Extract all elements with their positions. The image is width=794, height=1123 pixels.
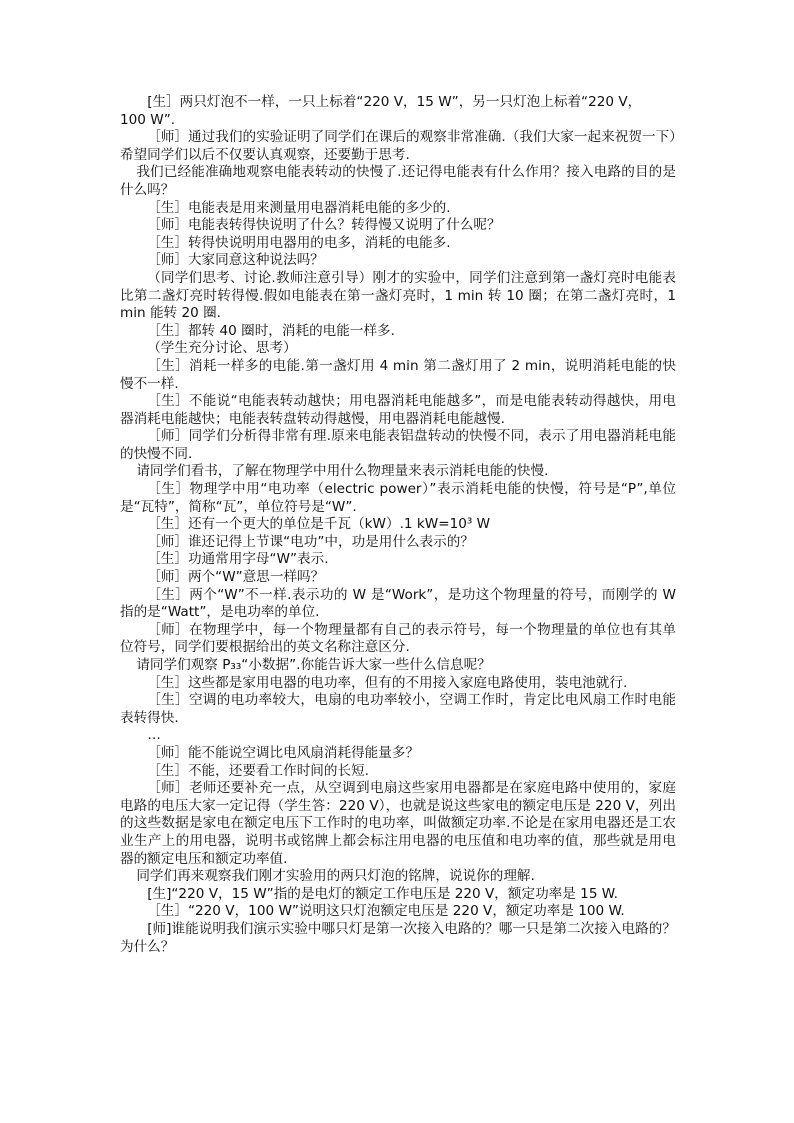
paragraph: ［生］转得快说明用电器用的电多，消耗的电能多. bbox=[147, 234, 451, 251]
paragraph: ［师］同学们分析得非常有理.原来电能表铝盘转动的快慢不同，表示了用电器消耗电能的快慢不同. bbox=[120, 428, 676, 462]
paragraph: ［师］电能表转得快说明了什么？转得慢又说明了什么呢？ bbox=[147, 217, 501, 234]
paragraph: 我们已经能准确地观察电能表转动的快慢了.还记得电能表有什么作用？接入电路的目的是什么吗？ bbox=[120, 164, 676, 198]
paragraph: … bbox=[147, 727, 161, 744]
paragraph: [师]谁能说明我们演示实验中哪只灯是第一次接入电路的？哪一只是第二次接入电路的？为什么？ bbox=[120, 920, 676, 955]
paragraph: ［师］老师还要补充一点，从空调到电扇这些家用电器都是在家庭电路中使用的，家庭电路的电压大家一定记得（学生答：220 V），也就是说这些家电的额定电压是 220 V，列出的这些数据是家电在额定电压下工作时的电功率，叫做额定功率.不论是在家用电器还是工农业生产上的用电器，说明书或铭牌上都会标注用电器的电压值和电功率的值，那些就是用电器的额定电压和额定功率值. bbox=[120, 780, 676, 867]
paragraph: ［生］还有一个更大的单位是千瓦（kW）.1 kW=10³ W bbox=[147, 516, 491, 533]
paragraph: ［师］谁还记得上节课“电功”中，功是用什么表示的？ bbox=[147, 533, 474, 550]
paragraph: ［生］功通常用字母“W”表示. bbox=[147, 551, 329, 568]
paragraph: 同学们再来观察我们刚才实验用的两只灯泡的铭牌，说说你的理解. bbox=[136, 868, 535, 885]
paragraph: ［生］电能表是用来测量用电器消耗电能的多少的. bbox=[147, 199, 451, 216]
paragraph: ［师］能不能说空调比电风扇消耗得能量多？ bbox=[147, 744, 420, 761]
paragraph: [生]“220 V，15 W”指的是电灯的额定工作电压是 220 V，额定功率是 15 W. bbox=[147, 885, 619, 902]
paragraph: （学生充分讨论、思考） bbox=[147, 340, 297, 357]
paragraph: ［生］“220 V，100 W”说明这只灯泡额定电压是 220 V，额定功率是 100 W. bbox=[147, 903, 625, 920]
paragraph: ［师］在物理学中，每一个物理量都有自己的表示符号，每一个物理量的单位也有其单位符号，同学们要根据给出的英文名称注意区分. bbox=[120, 621, 676, 656]
paragraph: 请同学们观察 P₃₃“小数据”.你能告诉大家一些什么信息呢？ bbox=[136, 657, 491, 673]
paragraph: ［生］不能说“电能表转动越快；用电器消耗电能越多”，而是电能表转动得越快，用电器消耗电能越快；电能表转盘转动得越慢，用电器消耗电能越慢. bbox=[120, 393, 676, 427]
paragraph: （同学们思考、讨论.教师注意引导）刚才的实验中，同学们注意到第一盏灯亮时电能表比第二盏灯亮时转得慢.假如电能表在第一盏灯亮时，1 min 转 10 圈；在第二盏灯亮时，1 min 能转 20 圈. bbox=[120, 269, 681, 322]
paragraph: 100 W”. bbox=[120, 111, 176, 128]
paragraph: ［师］大家同意这种说法吗？ bbox=[147, 252, 324, 269]
paragraph: ［生］物理学中用“电功率（electric power）”表示消耗电能的快慢，符号是“P”,单位是“瓦特”，简称“瓦”，单位符号是“W”. bbox=[120, 481, 676, 515]
paragraph: [生］两只灯泡不一样，一只上标着“220 V，15 W”，另一只灯泡上标着“220 V， bbox=[147, 94, 642, 110]
document-body bbox=[120, 94, 681, 956]
paragraph: 请同学们看书，了解在物理学中用什么物理量来表示消耗电能的快慢. bbox=[136, 463, 549, 480]
paragraph: ［生］都转 40 圈时，消耗的电能一样多. bbox=[147, 322, 395, 339]
paragraph: ［师］两个“W”意思一样吗？ bbox=[147, 569, 325, 586]
paragraph: ［生］空调的电功率较大，电扇的电功率较小，空调工作时，肯定比电风扇工作时电能表转得快. bbox=[120, 692, 676, 726]
paragraph: ［师］通过我们的实验证明了同学们在课后的观察非常准确.（我们大家一起来祝贺一下）希望同学们以后不仅要认真观察，还要勤于思考. bbox=[120, 129, 676, 163]
paragraph: ［生］两个“W”不一样.表示功的 W 是“Work”，是功这个物理量的符号，而刚学的 W 指的是“Watt”，是电功率的单位. bbox=[120, 586, 681, 621]
paragraph: ［生］这些都是家用电器的电功率，但有的不用接入家庭电路使用，装电池就行. bbox=[147, 674, 628, 691]
paragraph: ［生］消耗一样多的电能.第一盏灯用 4 min 第二盏灯用了 2 min，说明消耗电能的快慢不一样. bbox=[120, 357, 676, 392]
paragraph: ［生］不能，还要看工作时间的长短. bbox=[147, 762, 370, 779]
